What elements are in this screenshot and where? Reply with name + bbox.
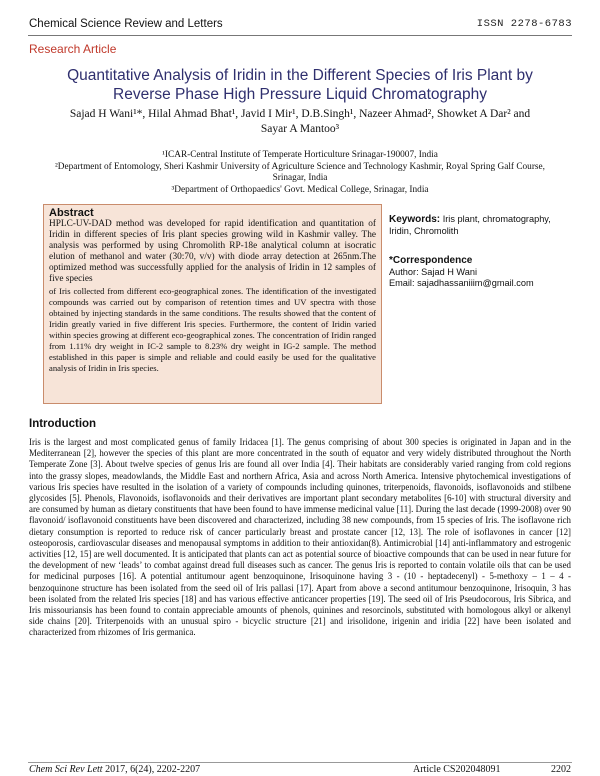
abstract-heading: Abstract — [49, 207, 94, 219]
header-rule — [28, 35, 572, 36]
paper-title: Quantitative Analysis of Iridin in the Different Species of Iris Plant by Reverse Phase High Pressure Liquid Chromatography — [67, 67, 533, 103]
journal-name: Chemical Science Review and Letters — [29, 18, 223, 30]
page-number: 2202 — [551, 764, 571, 775]
author-line-1: Sajad H Wani¹*, Hilal Ahmad Bhat¹, Javid I Mir¹, D.B.Singh¹, Nazeer Ahmad², Showket A Dar² and — [69, 108, 531, 120]
issn: ISSN 2278-6783 — [476, 18, 572, 30]
introduction-heading: Introduction — [29, 418, 97, 430]
correspondence-heading: *Correspondence — [389, 255, 473, 266]
correspondence-email[interactable]: Email: sajadhassaniiim@gmail.com — [389, 278, 534, 288]
abstract-box — [43, 204, 382, 404]
footer-journal-abbrev: Chem Sci Rev Lett — [29, 764, 103, 775]
keywords-text: Iris plant, chromatography, Iridin, Chromolith — [389, 214, 551, 236]
keywords — [389, 214, 569, 237]
correspondence-author: Author: Sajad H Wani — [389, 266, 478, 277]
footer-citation — [29, 764, 200, 775]
footer-rule — [28, 762, 572, 763]
footer-volume-pages: 2017, 6(24), 2202-2207 — [105, 764, 201, 775]
introduction-body: Iris is the largest and most complicated genus of family Iridacea [1]. The genus comprising of about 300 species is originated in Japan and in the Mediterranean [2], however the species of this plant are more concentrated in the south of equator and very widely distributed throughout the North Temperate Zone [3]. About twelve species of genus Iris are found all over India [4]. Their habitats are considerably varied ranging from cold regions into the grassy slopes, meadowlands, the Middle East and northern Africa, Asia and across North America. Intensive phytochemical investigations of various Iris species have resulted in the isolation of a variety of compounds including quinones, triterpenoids, flavonoids, isoflavonoids and stilbene glycosides [5]. Phenols, Flavonoids, isoflavonoids and their derivatives are important plant secondary metabolites [6-10] with structural diversity and are consumed by human as dietary constituents that have been found to have immense medicinal value [11]. During the last decade (1999-2008) over 90 flavonoid/ isoflavonoid constituents have been discovered and characterized, including 38 new compounds, from 15 species of Iris. The isoflavone rich dietary consumption is reported to reduce risk of cancer particularly breast and prostate cancer [12, 13]. The role of isoflavones in cancer [12] osteoporosis, cardiovascular diseases and menopausal symptoms in addition to their antioxidan(8). Antimicrobial [14] anti-inflammatory and estrogenic activities [12, 15] are well documented. It is anticipated that plants can act as potential source of bioactive compounds that can be used in near future for the development of new ‘leads’ to combat against dread full diseases such as cancer. The genus Iris is reported to contain volatile oils that can be used for medicinal purposes [16]. A potential antitumour agent benzoquinone, Irisoquinone having 3 - (10 - heptadecenyl) - 5-methoxy – 1 – 4 - benzoquinone structure has been isolated from the seed oil of Iris pallasi [17]. Apart from above a second antitumour benzoquinone, Irisoquin, 3 has been isolated from the related Iris species [18] and has various effective anticancer properties [19]. The seed oil of Iris Pseudocorous, Iris Sibrica, and Iris missouriansis has been found to contain appreciable amounts of phenols, quinines and resorcinols, substituted with homologous alkyl or alkenyl side chains [20]. Triterpenoids with an unusual spiro - bicyclic structure [21] and irisolidone, irigenin and iridia [22] have been isolated and characterized from rhizomes of Iris germanica. — [29, 437, 571, 638]
affiliation-3: ³Department of Orthopaedics' Govt. Medical College, Srinagar, India — [171, 184, 429, 195]
affiliation-1: ¹ICAR-Central Institute of Temperate Horticulture Srinagar-190007, India — [162, 150, 438, 160]
abstract-text-1: HPLC-UV-DAD method was developed for rapid identification and quantitation of Iridin in different species of Iris plant species growing wild in Kashmir valley. The analysis was performed by using Chromolith RP-18e analytical column at isocratic elution of methanol and water (30:70, v/v) with diode array detection at 265nm.The optimized method was successfully applied for the analysis of Iridin in 12 samples of five species — [49, 219, 376, 285]
affiliation-2: ²Department of Entomology, Sheri Kashmir University of Agriculture Science and Technology Kashmir, Royal Spring Galf Course, Srinagar, India — [54, 161, 545, 183]
article-type: Research Article — [29, 42, 117, 56]
keywords-label: Keywords: — [389, 214, 441, 225]
keywords-panel — [389, 214, 569, 290]
author-line-2: Sayar A Mantoo³ — [260, 123, 340, 135]
affiliations — [44, 150, 556, 196]
author-list — [44, 107, 556, 137]
footer-article-id: Article CS202048091 — [413, 764, 501, 775]
abstract-text-2: of Iris collected from different eco-geographical zones. The identification of the investigated compounds was carried out by comparison of retention times and UV spectra with those obtained by injecting standards in the same conditions. The results showed that the content of Iridin greatly varied in five different Iris species. Furthermore, the content of Iridin varied within species growing at different eco-geographical zones. The concentration of Iridin ranged from 1.11% dry weight in IC-2 sample to 8.23% dry weight in IG-2 sample. The method established in this paper is simple and reliable and could easily be used for the qualitative analysis of Iridin in Iris species. — [49, 285, 376, 374]
